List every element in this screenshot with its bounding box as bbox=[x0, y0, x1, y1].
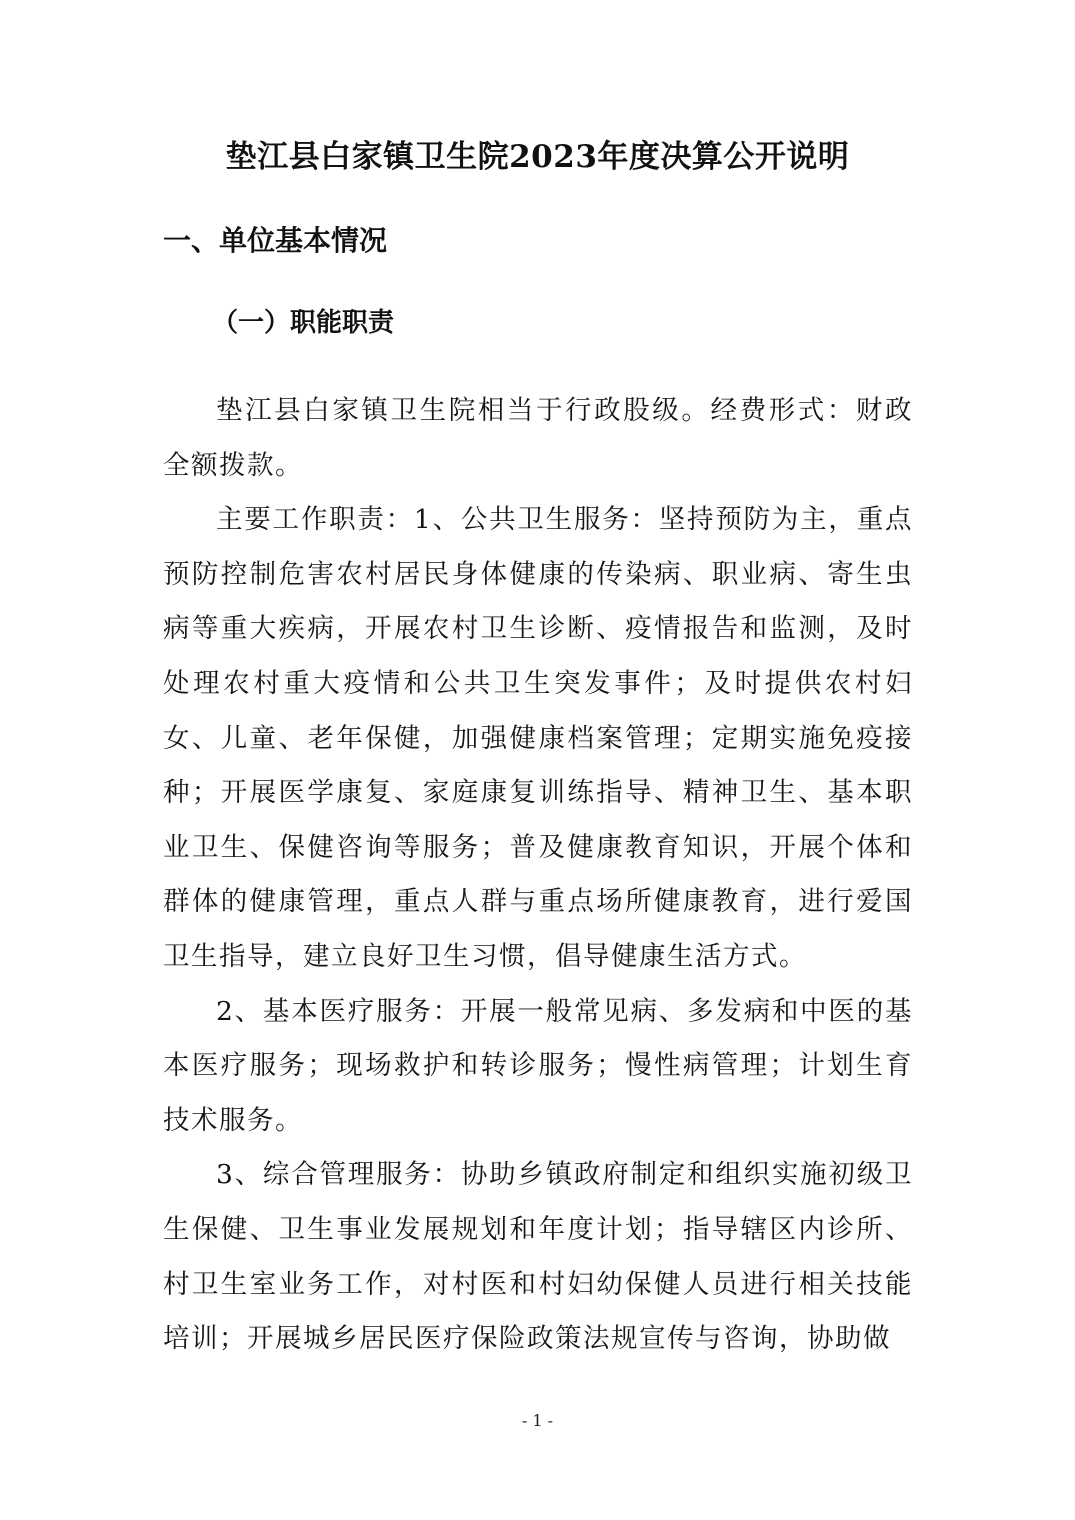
paragraph-public-health: 主要工作职责：1、公共卫生服务：坚持预防为主，重点预防控制危害农村居民身体健康的传染病、职业病、寄生虫病等重大疾病，开展农村卫生诊断、疫情报告和监测，及时处理农村重大疫情和公共卫生突发事件；及时提供农村妇女、儿童、老年保健，加强健康档案管理；定期实施免疫接种；开展医学康复、家庭康复训练指导、精神卫生、基本职业卫生、保健咨询等服务；普及健康教育知识，开展个体和群体的健康管理，重点人群与重点场所健康教育，进行爱国卫生指导，建立良好卫生习惯，倡导健康生活方式。 bbox=[163, 504, 913, 972]
body-text bbox=[163, 384, 913, 1367]
sub-heading: （一）职能职责 bbox=[212, 308, 395, 338]
paragraph-management: 3、综合管理服务：协助乡镇政府制定和组织实施初级卫生保健、卫生事业发展规划和年度计划；指导辖区内诊所、村卫生室业务工作，对村医和村妇幼保健人员进行相关技能培训；开展城乡居民医疗保险政策法规宣传与咨询，协助做 bbox=[163, 1159, 913, 1355]
section-heading: 一、单位基本情况 bbox=[163, 224, 388, 257]
paragraph-basic-medical: 2、基本医疗服务：开展一般常见病、多发病和中医的基本医疗服务；现场救护和转诊服务；慢性病管理；计划生育技术服务。 bbox=[163, 995, 913, 1136]
page-title: 垫江县白家镇卫生院2023年度决算公开说明 bbox=[225, 139, 850, 175]
paragraph-unit-info: 垫江县白家镇卫生院相当于行政股级。经费形式：财政全额拨款。 bbox=[163, 395, 913, 481]
page-number: - 1 - bbox=[521, 1411, 554, 1430]
